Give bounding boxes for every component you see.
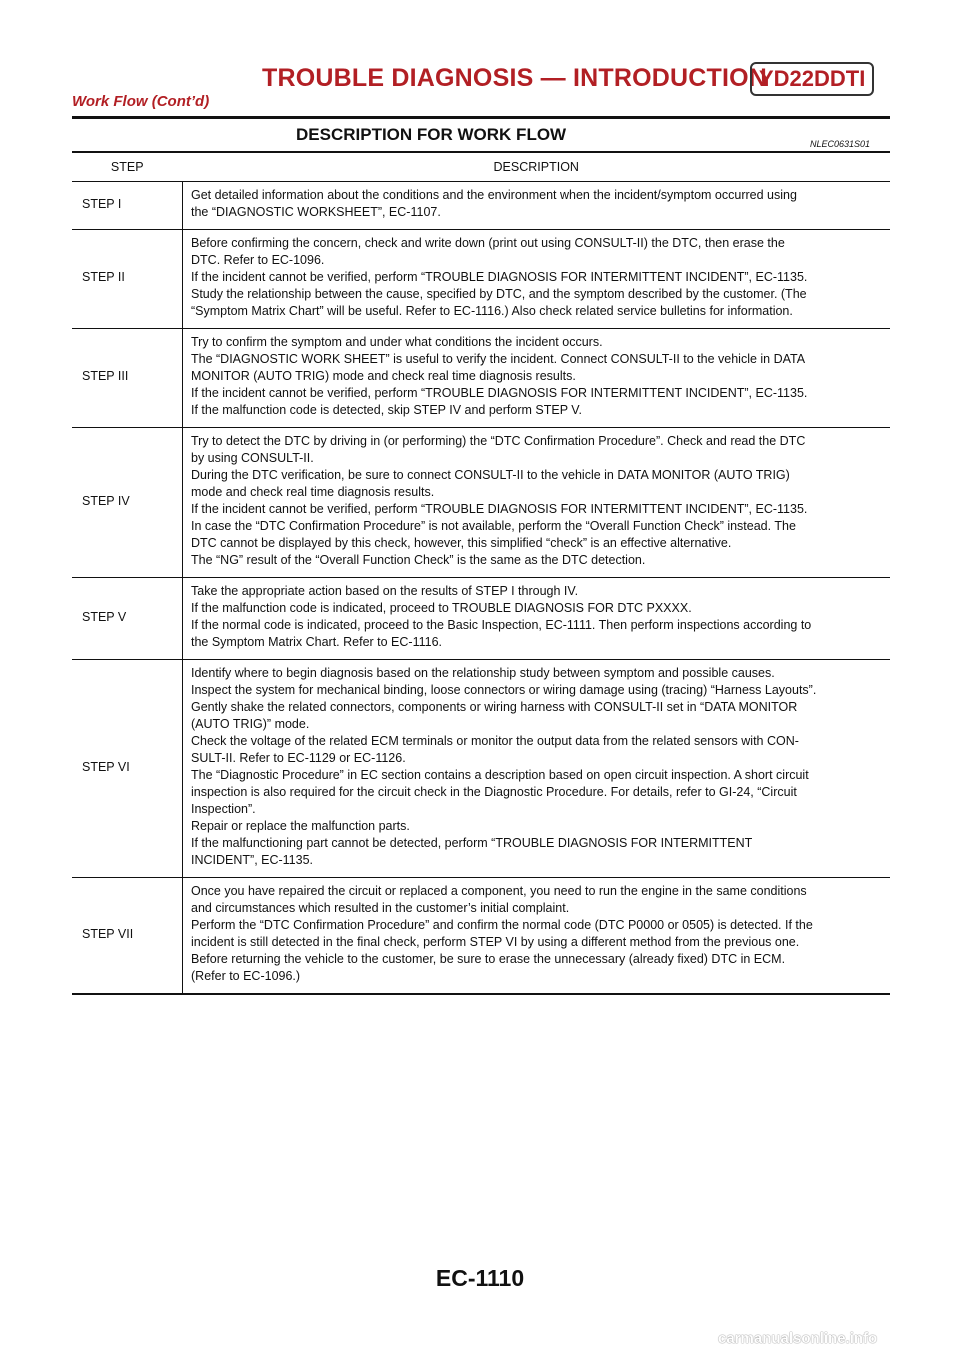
step-label: STEP V xyxy=(72,578,183,660)
table-row xyxy=(72,182,890,230)
description-line: Try to detect the DTC by driving in (or performing) the “DTC Confirmation Procedure”. Check and read the DTC xyxy=(191,434,806,448)
description-line: (Refer to EC-1096.) xyxy=(191,969,301,983)
description-line: Inspection”. xyxy=(191,802,256,816)
step-description xyxy=(183,428,891,578)
description-line: During the DTC verification, be sure to connect CONSULT-II to the vehicle in DATA MONITOR (AUTO TRIG) xyxy=(191,468,790,482)
description-line: the Symptom Matrix Chart. Refer to EC-1116. xyxy=(191,635,443,649)
description-line: Before returning the vehicle to the customer, be sure to erase the unnecessary (already fixed) DTC in ECM. xyxy=(191,952,786,966)
workflow-table xyxy=(72,153,890,995)
description-line: If the incident cannot be verified, perform “TROUBLE DIAGNOSIS FOR INTERMITTENT INCIDENT”, EC-1135. xyxy=(191,502,808,516)
description-line: the “DIAGNOSTIC WORKSHEET”, EC-1107. xyxy=(191,205,441,219)
step-description xyxy=(183,230,891,329)
step-label: STEP I xyxy=(72,182,183,230)
description-line: Gently shake the related connectors, components or wiring harness with CONSULT-II set in “DATA MONITOR xyxy=(191,700,798,714)
table-row xyxy=(72,578,890,660)
table-body xyxy=(72,182,890,995)
description-line: Take the appropriate action based on the results of STEP I through IV. xyxy=(191,584,579,598)
description-line: If the malfunction code is indicated, proceed to TROUBLE DIAGNOSIS FOR DTC PXXXX. xyxy=(191,601,692,615)
description-line: The “DIAGNOSTIC WORK SHEET” is useful to verify the incident. Connect CONSULT-II to the vehicle in DATA xyxy=(191,352,806,366)
description-line: mode and check real time diagnosis results. xyxy=(191,485,435,499)
section-code: NLEC0631S01 xyxy=(810,139,871,149)
table-row xyxy=(72,660,890,878)
step-label: STEP III xyxy=(72,329,183,428)
page-number: EC-1110 xyxy=(435,1265,525,1291)
step-label: STEP II xyxy=(72,230,183,329)
step-description xyxy=(183,660,891,878)
description-line: If the normal code is indicated, proceed to the Basic Inspection, EC-1111. Then perform inspections according to xyxy=(191,618,812,632)
header-rule xyxy=(72,116,890,119)
description-line: The “Diagnostic Procedure” in EC section contains a description based on open circuit inspection. A short circuit xyxy=(191,768,809,782)
description-line: If the malfunction code is detected, skip STEP IV and perform STEP V. xyxy=(191,403,582,417)
description-line: The “NG” result of the “Overall Function Check” is the same as the DTC detection. xyxy=(191,553,646,567)
watermark: carmanualsonline.info xyxy=(718,1330,878,1347)
step-description xyxy=(183,578,891,660)
description-line: “Symptom Matrix Chart” will be useful. Refer to EC-1116.) Also check related service bulletins for information. xyxy=(191,304,793,318)
description-line: Check the voltage of the related ECM terminals or monitor the output data from the related sensors with CON- xyxy=(191,734,799,748)
description-line: In case the “DTC Confirmation Procedure” is not available, perform the “Overall Function Check” instead. The xyxy=(191,519,796,533)
description-line: Try to confirm the symptom and under what conditions the incident occurs. xyxy=(191,335,603,349)
step-label: STEP VII xyxy=(72,878,183,995)
step-description xyxy=(183,878,891,995)
description-line: inspection is also required for the circuit check in the Diagnostic Procedure. For details, refer to GI-24, “Circuit xyxy=(191,785,797,799)
description-line: Inspect the system for mechanical binding, loose connectors or wiring damage using (tracing) “Harness Layouts”. xyxy=(191,683,817,697)
description-line: Study the relationship between the cause, specified by DTC, and the symptom described by the customer. (The xyxy=(191,287,807,301)
description-line: If the incident cannot be verified, perform “TROUBLE DIAGNOSIS FOR INTERMITTENT INCIDENT”, EC-1135. xyxy=(191,386,808,400)
table-row xyxy=(72,428,890,578)
table-header-row xyxy=(72,153,890,182)
description-line: If the incident cannot be verified, perform “TROUBLE DIAGNOSIS FOR INTERMITTENT INCIDENT”, EC-1135. xyxy=(191,270,808,284)
step-description xyxy=(183,182,891,230)
description-line: Perform the “DTC Confirmation Procedure” and confirm the normal code (DTC P0000 or 0505) is detected. If the xyxy=(191,918,813,932)
step-label: STEP IV xyxy=(72,428,183,578)
table-row xyxy=(72,878,890,995)
description-line: (AUTO TRIG)” mode. xyxy=(191,717,310,731)
model-badge: YD22DDTI xyxy=(750,62,874,96)
description-line: Get detailed information about the conditions and the environment when the incident/symptom occurred using xyxy=(191,188,797,202)
header-title: TROUBLE DIAGNOSIS — INTRODUCTION xyxy=(262,64,768,92)
step-label: STEP VI xyxy=(72,660,183,878)
description-line: Before confirming the concern, check and write down (print out using CONSULT-II) the DTC, then erase the xyxy=(191,236,785,250)
step-description xyxy=(183,329,891,428)
description-line: Identify where to begin diagnosis based on the relationship study between symptom and possible causes. xyxy=(191,666,775,680)
description-line: MONITOR (AUTO TRIG) mode and check real time diagnosis results. xyxy=(191,369,576,383)
description-line: and circumstances which resulted in the customer’s initial complaint. xyxy=(191,901,570,915)
table-row xyxy=(72,230,890,329)
description-line: INCIDENT”, EC-1135. xyxy=(191,853,314,867)
description-line: incident is still detected in the final check, perform STEP VI by using a different method from the previous one. xyxy=(191,935,800,949)
description-line: Repair or replace the malfunction parts. xyxy=(191,819,410,833)
header-subtitle: Work Flow (Cont’d) xyxy=(72,93,210,110)
section-title: DESCRIPTION FOR WORK FLOW xyxy=(296,125,567,144)
description-line: If the malfunctioning part cannot be detected, perform “TROUBLE DIAGNOSIS FOR INTERMITTENT xyxy=(191,836,753,850)
description-line: DTC cannot be displayed by this check, however, this simplified “check” is an effective alternative. xyxy=(191,536,732,550)
column-header-description: DESCRIPTION xyxy=(183,153,891,182)
description-line: SULT-II. Refer to EC-1129 or EC-1126. xyxy=(191,751,406,765)
description-line: by using CONSULT-II. xyxy=(191,451,314,465)
column-header-step: STEP xyxy=(72,153,183,182)
description-line: DTC. Refer to EC-1096. xyxy=(191,253,325,267)
table-row xyxy=(72,329,890,428)
description-line: Once you have repaired the circuit or replaced a component, you need to run the engine in the same conditions xyxy=(191,884,807,898)
